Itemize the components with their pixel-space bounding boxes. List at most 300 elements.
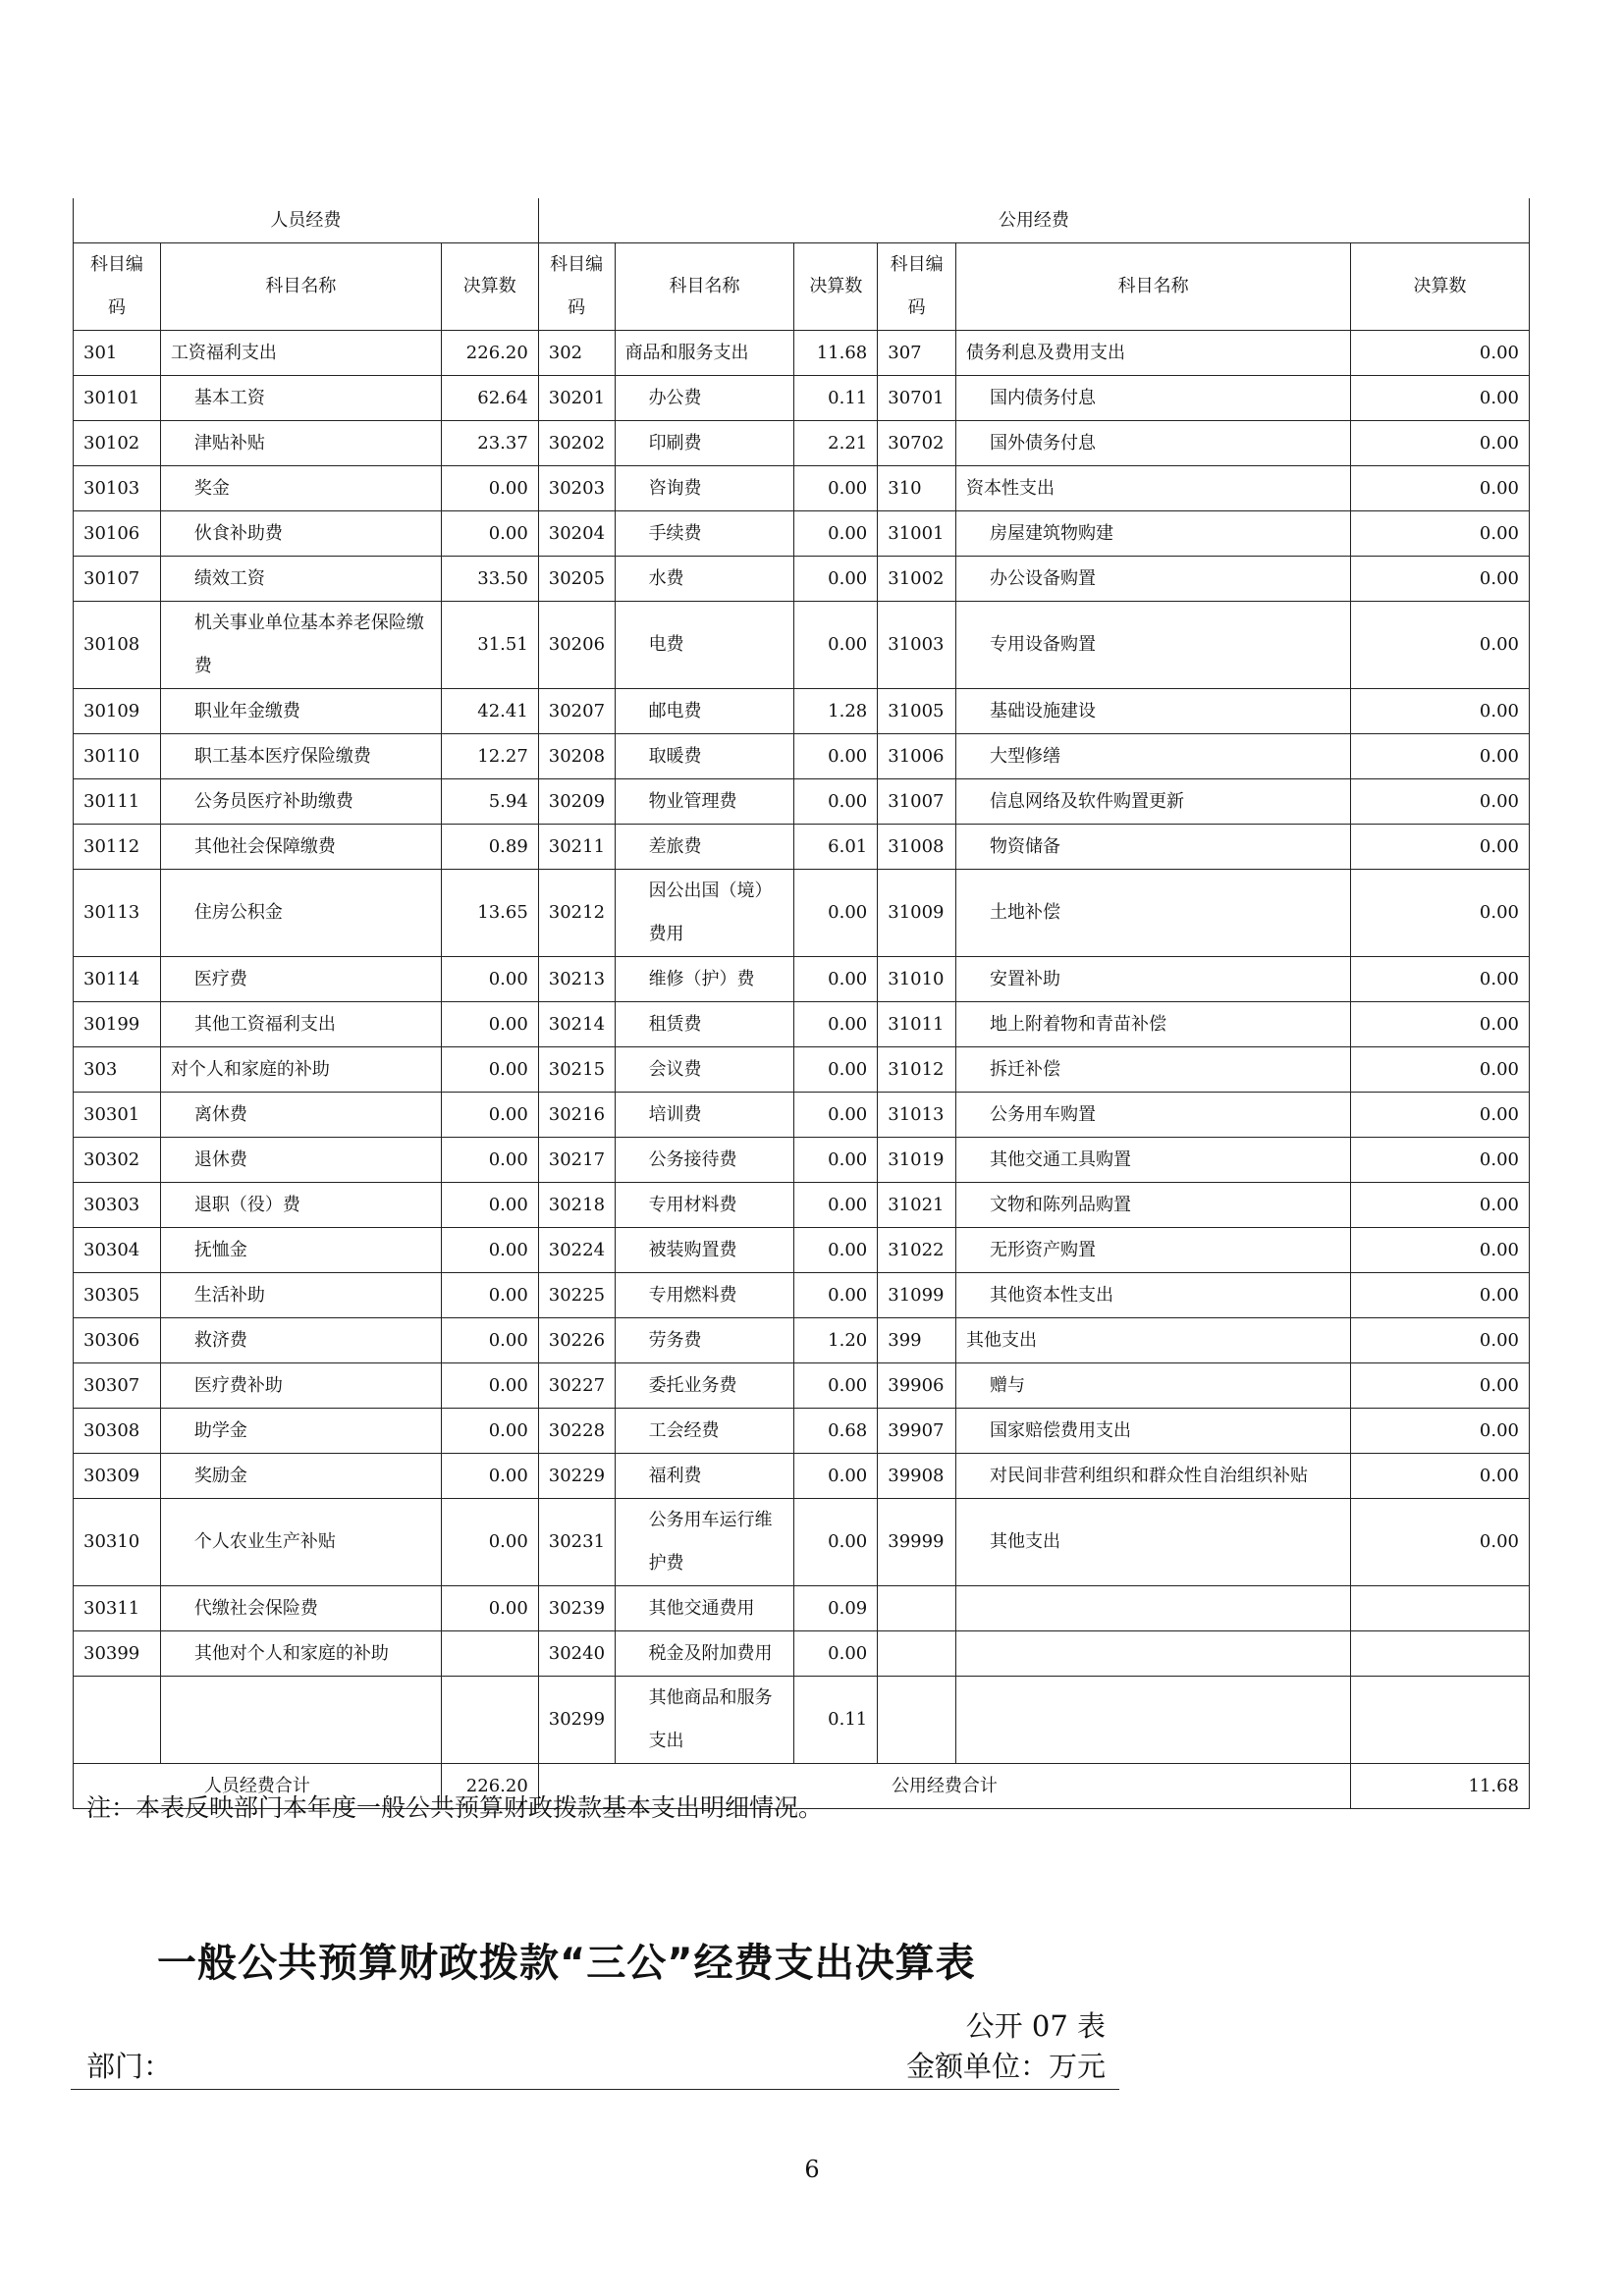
item-name: 其他对个人和家庭的补助 bbox=[160, 1631, 441, 1677]
item-name: 国内债务付息 bbox=[956, 376, 1351, 421]
item-code: 30303 bbox=[74, 1183, 161, 1228]
item-code: 30305 bbox=[74, 1273, 161, 1318]
item-name: 其他社会保障缴费 bbox=[160, 825, 441, 870]
col-header-amount: 决算数 bbox=[1351, 243, 1530, 331]
item-name: 其他工资福利支出 bbox=[160, 1002, 441, 1047]
item-code: 30304 bbox=[74, 1228, 161, 1273]
item-amount: 0.00 bbox=[1351, 1363, 1530, 1409]
item-code: 30214 bbox=[538, 1002, 615, 1047]
item-amount: 1.20 bbox=[794, 1318, 878, 1363]
item-amount: 0.00 bbox=[1351, 1499, 1530, 1586]
item-amount: 0.09 bbox=[794, 1586, 878, 1631]
item-amount: 0.00 bbox=[1351, 1273, 1530, 1318]
item-code: 30226 bbox=[538, 1318, 615, 1363]
item-amount: 0.11 bbox=[794, 376, 878, 421]
item-code: 30202 bbox=[538, 421, 615, 466]
item-name: 债务利息及费用支出 bbox=[956, 331, 1351, 376]
item-name: 奖励金 bbox=[160, 1454, 441, 1499]
item-amount: 11.68 bbox=[794, 331, 878, 376]
item-amount: 0.00 bbox=[1351, 825, 1530, 870]
item-code: 30702 bbox=[878, 421, 956, 466]
item-name: 水费 bbox=[615, 557, 794, 602]
item-code: 30111 bbox=[74, 779, 161, 825]
item-code: 30231 bbox=[538, 1499, 615, 1586]
table-row bbox=[74, 1047, 1530, 1093]
item-name: 住房公积金 bbox=[160, 870, 441, 957]
item-name: 咨询费 bbox=[615, 466, 794, 511]
item-name bbox=[956, 1631, 1351, 1677]
item-amount: 0.00 bbox=[1351, 1228, 1530, 1273]
item-code: 31009 bbox=[878, 870, 956, 957]
item-name: 税金及附加费用 bbox=[615, 1631, 794, 1677]
item-name: 房屋建筑物购建 bbox=[956, 511, 1351, 557]
item-name: 培训费 bbox=[615, 1093, 794, 1138]
item-code: 30201 bbox=[538, 376, 615, 421]
item-amount: 0.00 bbox=[441, 1586, 538, 1631]
item-code: 30311 bbox=[74, 1586, 161, 1631]
item-amount: 0.00 bbox=[1351, 1183, 1530, 1228]
item-code: 302 bbox=[538, 331, 615, 376]
item-code: 30701 bbox=[878, 376, 956, 421]
item-amount: 0.00 bbox=[441, 1318, 538, 1363]
item-name: 医疗费 bbox=[160, 957, 441, 1002]
item-name: 其他支出 bbox=[956, 1499, 1351, 1586]
item-code: 30199 bbox=[74, 1002, 161, 1047]
item-code: 31011 bbox=[878, 1002, 956, 1047]
table-row bbox=[74, 421, 1530, 466]
item-amount bbox=[441, 1677, 538, 1764]
item-name: 奖金 bbox=[160, 466, 441, 511]
item-amount bbox=[1351, 1586, 1530, 1631]
unit-label: 金额单位：万元 bbox=[905, 2050, 1106, 2083]
item-amount: 0.00 bbox=[794, 1183, 878, 1228]
item-code: 30306 bbox=[74, 1318, 161, 1363]
item-amount: 0.11 bbox=[794, 1677, 878, 1764]
item-name: 差旅费 bbox=[615, 825, 794, 870]
item-amount: 0.00 bbox=[1351, 376, 1530, 421]
page-number: 6 bbox=[804, 2156, 820, 2183]
item-code: 31021 bbox=[878, 1183, 956, 1228]
item-name: 工资福利支出 bbox=[160, 331, 441, 376]
table-row bbox=[74, 511, 1530, 557]
item-amount: 0.00 bbox=[794, 870, 878, 957]
item-amount: 0.00 bbox=[1351, 557, 1530, 602]
item-code: 30110 bbox=[74, 734, 161, 779]
item-code: 30302 bbox=[74, 1138, 161, 1183]
item-name: 福利费 bbox=[615, 1454, 794, 1499]
item-amount: 0.00 bbox=[1351, 779, 1530, 825]
item-code: 39907 bbox=[878, 1409, 956, 1454]
item-amount: 0.00 bbox=[1351, 870, 1530, 957]
item-name: 专用设备购置 bbox=[956, 602, 1351, 689]
item-name: 职业年金缴费 bbox=[160, 689, 441, 734]
group-header-public: 公用经费 bbox=[538, 198, 1529, 243]
item-code: 30106 bbox=[74, 511, 161, 557]
item-code: 301 bbox=[74, 331, 161, 376]
table-row bbox=[74, 1093, 1530, 1138]
item-name: 商品和服务支出 bbox=[615, 331, 794, 376]
table-row bbox=[74, 779, 1530, 825]
item-code: 39906 bbox=[878, 1363, 956, 1409]
item-code: 30205 bbox=[538, 557, 615, 602]
col-header-code: 科目编码 bbox=[74, 243, 161, 331]
item-name: 绩效工资 bbox=[160, 557, 441, 602]
item-code: 303 bbox=[74, 1047, 161, 1093]
table-row bbox=[74, 1409, 1530, 1454]
item-name: 安置补助 bbox=[956, 957, 1351, 1002]
item-code: 31013 bbox=[878, 1093, 956, 1138]
item-code: 31022 bbox=[878, 1228, 956, 1273]
personnel-total-value: 226.20 bbox=[441, 1764, 538, 1809]
item-name: 抚恤金 bbox=[160, 1228, 441, 1273]
item-name: 国家赔偿费用支出 bbox=[956, 1409, 1351, 1454]
item-code: 31002 bbox=[878, 557, 956, 602]
table-row bbox=[74, 825, 1530, 870]
item-name: 物资储备 bbox=[956, 825, 1351, 870]
item-amount: 0.00 bbox=[794, 1631, 878, 1677]
item-name: 会议费 bbox=[615, 1047, 794, 1093]
item-amount: 0.00 bbox=[794, 511, 878, 557]
item-code: 30109 bbox=[74, 689, 161, 734]
item-amount: 0.00 bbox=[441, 1093, 538, 1138]
item-name: 无形资产购置 bbox=[956, 1228, 1351, 1273]
table-row bbox=[74, 1138, 1530, 1183]
item-amount: 0.00 bbox=[1351, 421, 1530, 466]
item-amount: 0.00 bbox=[1351, 1093, 1530, 1138]
col-header-code: 科目编码 bbox=[538, 243, 615, 331]
item-code: 31001 bbox=[878, 511, 956, 557]
item-amount: 0.00 bbox=[441, 511, 538, 557]
item-name: 被装购置费 bbox=[615, 1228, 794, 1273]
item-name: 对民间非营利组织和群众性自治组织补贴 bbox=[956, 1454, 1351, 1499]
item-name: 地上附着物和青苗补偿 bbox=[956, 1002, 1351, 1047]
department-label: 部门： bbox=[86, 2050, 173, 2083]
col-header-amount: 决算数 bbox=[441, 243, 538, 331]
item-code: 30227 bbox=[538, 1363, 615, 1409]
item-amount: 12.27 bbox=[441, 734, 538, 779]
col-header-name: 科目名称 bbox=[615, 243, 794, 331]
item-code: 30215 bbox=[538, 1047, 615, 1093]
item-name: 其他交通工具购置 bbox=[956, 1138, 1351, 1183]
item-code bbox=[878, 1677, 956, 1764]
item-code: 30208 bbox=[538, 734, 615, 779]
item-code: 30309 bbox=[74, 1454, 161, 1499]
table-row bbox=[74, 1318, 1530, 1363]
item-code bbox=[878, 1631, 956, 1677]
col-header-name: 科目名称 bbox=[160, 243, 441, 331]
item-code: 30207 bbox=[538, 689, 615, 734]
item-name: 文物和陈列品购置 bbox=[956, 1183, 1351, 1228]
item-code: 31006 bbox=[878, 734, 956, 779]
item-name: 办公设备购置 bbox=[956, 557, 1351, 602]
item-amount: 0.00 bbox=[1351, 331, 1530, 376]
item-amount: 0.00 bbox=[441, 1454, 538, 1499]
item-amount: 0.00 bbox=[794, 1138, 878, 1183]
item-amount bbox=[441, 1631, 538, 1677]
group-header-personnel: 人员经费 bbox=[74, 198, 539, 243]
table-row bbox=[74, 957, 1530, 1002]
item-name: 救济费 bbox=[160, 1318, 441, 1363]
item-code: 30108 bbox=[74, 602, 161, 689]
item-amount: 62.64 bbox=[441, 376, 538, 421]
item-code: 31010 bbox=[878, 957, 956, 1002]
item-amount: 0.00 bbox=[1351, 1002, 1530, 1047]
personnel-total-label: 人员经费合计 bbox=[74, 1764, 442, 1809]
item-amount: 0.00 bbox=[794, 557, 878, 602]
item-code: 31003 bbox=[878, 602, 956, 689]
item-code: 30307 bbox=[74, 1363, 161, 1409]
item-name: 拆迁补偿 bbox=[956, 1047, 1351, 1093]
item-code: 30206 bbox=[538, 602, 615, 689]
item-code: 31012 bbox=[878, 1047, 956, 1093]
item-code: 30107 bbox=[74, 557, 161, 602]
item-code: 30228 bbox=[538, 1409, 615, 1454]
item-amount: 42.41 bbox=[441, 689, 538, 734]
item-code: 39999 bbox=[878, 1499, 956, 1586]
item-name: 劳务费 bbox=[615, 1318, 794, 1363]
item-amount: 0.00 bbox=[1351, 1454, 1530, 1499]
header-rule bbox=[71, 2089, 1119, 2090]
item-name: 土地补偿 bbox=[956, 870, 1351, 957]
item-amount: 5.94 bbox=[441, 779, 538, 825]
item-code: 31005 bbox=[878, 689, 956, 734]
item-name: 公务用车运行维护费 bbox=[615, 1499, 794, 1586]
item-name: 对个人和家庭的补助 bbox=[160, 1047, 441, 1093]
item-amount: 0.00 bbox=[1351, 1318, 1530, 1363]
item-code: 30240 bbox=[538, 1631, 615, 1677]
item-name bbox=[160, 1677, 441, 1764]
item-name: 其他交通费用 bbox=[615, 1586, 794, 1631]
table-row bbox=[74, 602, 1530, 689]
item-name: 电费 bbox=[615, 602, 794, 689]
item-name: 邮电费 bbox=[615, 689, 794, 734]
table-row bbox=[74, 1586, 1530, 1631]
item-code: 30212 bbox=[538, 870, 615, 957]
item-code: 30114 bbox=[74, 957, 161, 1002]
item-name: 专用材料费 bbox=[615, 1183, 794, 1228]
item-name: 国外债务付息 bbox=[956, 421, 1351, 466]
next-table-title: 一般公共预算财政拨款“三公”经费支出决算表 bbox=[157, 1941, 976, 1986]
col-header-name: 科目名称 bbox=[956, 243, 1351, 331]
item-name: 其他资本性支出 bbox=[956, 1273, 1351, 1318]
item-amount: 0.00 bbox=[794, 1002, 878, 1047]
item-code: 30213 bbox=[538, 957, 615, 1002]
item-amount: 0.00 bbox=[1351, 957, 1530, 1002]
item-name: 印刷费 bbox=[615, 421, 794, 466]
item-amount: 0.00 bbox=[441, 1183, 538, 1228]
item-code: 30203 bbox=[538, 466, 615, 511]
item-name: 公务员医疗补助缴费 bbox=[160, 779, 441, 825]
item-name: 基础设施建设 bbox=[956, 689, 1351, 734]
item-code: 30224 bbox=[538, 1228, 615, 1273]
item-name: 手续费 bbox=[615, 511, 794, 557]
item-name: 医疗费补助 bbox=[160, 1363, 441, 1409]
item-code: 31007 bbox=[878, 779, 956, 825]
item-code: 39908 bbox=[878, 1454, 956, 1499]
item-amount: 31.51 bbox=[441, 602, 538, 689]
table-row bbox=[74, 689, 1530, 734]
item-name: 维修（护）费 bbox=[615, 957, 794, 1002]
item-code: 31008 bbox=[878, 825, 956, 870]
item-name: 赠与 bbox=[956, 1363, 1351, 1409]
table-row bbox=[74, 1183, 1530, 1228]
item-name: 退职（役）费 bbox=[160, 1183, 441, 1228]
item-amount: 0.89 bbox=[441, 825, 538, 870]
item-name: 伙食补助费 bbox=[160, 511, 441, 557]
item-code: 30216 bbox=[538, 1093, 615, 1138]
item-code: 30204 bbox=[538, 511, 615, 557]
item-code: 30101 bbox=[74, 376, 161, 421]
item-name: 退休费 bbox=[160, 1138, 441, 1183]
item-amount: 0.00 bbox=[1351, 689, 1530, 734]
item-code: 30112 bbox=[74, 825, 161, 870]
item-amount bbox=[1351, 1631, 1530, 1677]
item-amount: 0.00 bbox=[441, 466, 538, 511]
table-row bbox=[74, 1002, 1530, 1047]
item-amount: 0.00 bbox=[794, 1228, 878, 1273]
col-header-code: 科目编码 bbox=[878, 243, 956, 331]
item-code: 30308 bbox=[74, 1409, 161, 1454]
item-amount: 0.00 bbox=[1351, 1138, 1530, 1183]
item-name: 其他商品和服务支出 bbox=[615, 1677, 794, 1764]
item-code: 399 bbox=[878, 1318, 956, 1363]
table-row bbox=[74, 331, 1530, 376]
item-amount: 0.00 bbox=[794, 1047, 878, 1093]
item-name: 公务接待费 bbox=[615, 1138, 794, 1183]
item-amount: 0.00 bbox=[794, 466, 878, 511]
item-amount: 0.00 bbox=[794, 957, 878, 1002]
item-code: 30299 bbox=[538, 1677, 615, 1764]
table-code: 公开 07 表 bbox=[965, 2009, 1106, 2043]
item-amount: 0.00 bbox=[1351, 466, 1530, 511]
item-name: 离休费 bbox=[160, 1093, 441, 1138]
basic-expenditure-table bbox=[73, 198, 1530, 1809]
item-amount: 0.00 bbox=[1351, 511, 1530, 557]
item-code: 30113 bbox=[74, 870, 161, 957]
item-code bbox=[878, 1586, 956, 1631]
item-code: 30209 bbox=[538, 779, 615, 825]
table-note: 注：本表反映部门本年度一般公共预算财政拨款基本支出明细情况。 bbox=[86, 1793, 824, 1822]
item-code: 310 bbox=[878, 466, 956, 511]
item-code: 30211 bbox=[538, 825, 615, 870]
item-amount: 0.00 bbox=[794, 1499, 878, 1586]
table-row bbox=[74, 557, 1530, 602]
item-amount: 0.00 bbox=[794, 1363, 878, 1409]
item-amount: 226.20 bbox=[441, 331, 538, 376]
item-name: 资本性支出 bbox=[956, 466, 1351, 511]
item-code: 30102 bbox=[74, 421, 161, 466]
item-amount: 0.00 bbox=[441, 1273, 538, 1318]
item-code bbox=[74, 1677, 161, 1764]
table-row bbox=[74, 1228, 1530, 1273]
item-name: 机关事业单位基本养老保险缴费 bbox=[160, 602, 441, 689]
item-name bbox=[956, 1586, 1351, 1631]
item-name: 专用燃料费 bbox=[615, 1273, 794, 1318]
table-row bbox=[74, 1273, 1530, 1318]
item-amount: 6.01 bbox=[794, 825, 878, 870]
item-amount: 0.00 bbox=[441, 1228, 538, 1273]
item-amount bbox=[1351, 1677, 1530, 1764]
public-total-value: 11.68 bbox=[1351, 1764, 1530, 1809]
item-amount: 0.00 bbox=[794, 1454, 878, 1499]
table-row bbox=[74, 1363, 1530, 1409]
item-code: 31019 bbox=[878, 1138, 956, 1183]
item-code: 30229 bbox=[538, 1454, 615, 1499]
item-name: 委托业务费 bbox=[615, 1363, 794, 1409]
item-name: 津贴补贴 bbox=[160, 421, 441, 466]
table-row bbox=[74, 1677, 1530, 1764]
item-code: 30399 bbox=[74, 1631, 161, 1677]
item-name bbox=[956, 1677, 1351, 1764]
item-name: 取暖费 bbox=[615, 734, 794, 779]
item-name: 基本工资 bbox=[160, 376, 441, 421]
item-name: 公务用车购置 bbox=[956, 1093, 1351, 1138]
item-amount: 0.00 bbox=[794, 602, 878, 689]
item-amount: 33.50 bbox=[441, 557, 538, 602]
item-name: 工会经费 bbox=[615, 1409, 794, 1454]
item-code: 30310 bbox=[74, 1499, 161, 1586]
table-row bbox=[74, 870, 1530, 957]
item-name: 信息网络及软件购置更新 bbox=[956, 779, 1351, 825]
table-row bbox=[74, 466, 1530, 511]
item-amount: 0.00 bbox=[794, 1273, 878, 1318]
item-amount: 0.00 bbox=[1351, 602, 1530, 689]
item-name: 大型修缮 bbox=[956, 734, 1351, 779]
item-code: 30218 bbox=[538, 1183, 615, 1228]
item-code: 30217 bbox=[538, 1138, 615, 1183]
item-amount: 0.68 bbox=[794, 1409, 878, 1454]
item-code: 31099 bbox=[878, 1273, 956, 1318]
item-name: 代缴社会保险费 bbox=[160, 1586, 441, 1631]
item-amount: 0.00 bbox=[441, 1363, 538, 1409]
item-code: 30239 bbox=[538, 1586, 615, 1631]
item-amount: 0.00 bbox=[1351, 1409, 1530, 1454]
item-amount: 0.00 bbox=[441, 1047, 538, 1093]
item-name: 办公费 bbox=[615, 376, 794, 421]
item-code: 30225 bbox=[538, 1273, 615, 1318]
item-name: 租赁费 bbox=[615, 1002, 794, 1047]
item-amount: 23.37 bbox=[441, 421, 538, 466]
item-name: 因公出国（境）费用 bbox=[615, 870, 794, 957]
table-row bbox=[74, 734, 1530, 779]
col-header-amount: 决算数 bbox=[794, 243, 878, 331]
item-name: 其他支出 bbox=[956, 1318, 1351, 1363]
item-amount: 0.00 bbox=[794, 1093, 878, 1138]
item-amount: 0.00 bbox=[794, 734, 878, 779]
table-row bbox=[74, 376, 1530, 421]
item-code: 307 bbox=[878, 331, 956, 376]
item-amount: 0.00 bbox=[794, 779, 878, 825]
item-name: 物业管理费 bbox=[615, 779, 794, 825]
item-amount: 0.00 bbox=[441, 1409, 538, 1454]
item-name: 职工基本医疗保险缴费 bbox=[160, 734, 441, 779]
public-total-label: 公用经费合计 bbox=[538, 1764, 1350, 1809]
item-amount: 2.21 bbox=[794, 421, 878, 466]
item-name: 生活补助 bbox=[160, 1273, 441, 1318]
item-amount: 0.00 bbox=[441, 1002, 538, 1047]
table-row bbox=[74, 1454, 1530, 1499]
item-amount: 0.00 bbox=[1351, 1047, 1530, 1093]
item-name: 个人农业生产补贴 bbox=[160, 1499, 441, 1586]
item-name: 助学金 bbox=[160, 1409, 441, 1454]
item-amount: 0.00 bbox=[441, 1138, 538, 1183]
item-amount: 0.00 bbox=[441, 957, 538, 1002]
item-code: 30301 bbox=[74, 1093, 161, 1138]
table-row bbox=[74, 1631, 1530, 1677]
item-amount: 0.00 bbox=[441, 1499, 538, 1586]
item-amount: 13.65 bbox=[441, 870, 538, 957]
item-amount: 0.00 bbox=[1351, 734, 1530, 779]
